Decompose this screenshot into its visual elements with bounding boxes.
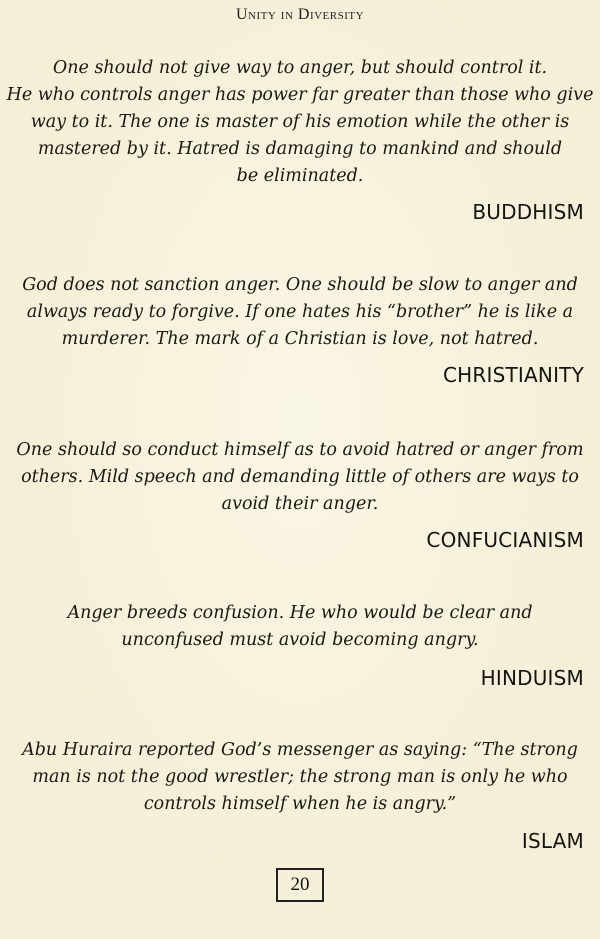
quote-line: always ready to forgive. If one hates his “brother” he is like a [26,302,574,322]
quote-line: be eliminated. [236,166,364,186]
religion-label-buddhism: BUDDHISM [472,200,584,224]
quote-line: God does not sanction anger. One should be slow to anger and [22,275,578,295]
quote-line: unconfused must avoid becoming angry. [121,630,479,650]
religion-label-confucianism: CONFUCIANISM [426,528,584,552]
religion-label-christianity: CHRISTIANITY [443,363,584,387]
quote-line: avoid their anger. [221,494,379,514]
quote-line: controls himself when he is angry.” [143,794,457,814]
page-number: 20 [276,868,324,902]
religion-label-hinduism: HINDUISM [480,666,584,690]
quote-confucianism [0,437,600,518]
quote-line: Anger breeds confusion. He who would be clear and [67,603,533,623]
quote-line: way to it. The one is master of his emotion while the other is [30,112,570,132]
quote-line: One should so conduct himself as to avoid hatred or anger from [16,440,584,460]
quote-line: others. Mild speech and demanding little of others are ways to [21,467,579,487]
quote-buddhism [0,55,600,190]
quote-line: One should not give way to anger, but should control it. [52,58,548,78]
quote-hinduism [0,600,600,654]
quote-line: Abu Huraira reported God’s messenger as saying: “The strong [22,740,578,760]
quote-islam [0,737,600,818]
quote-line: mastered by it. Hatred is damaging to mankind and should [37,139,563,159]
quote-line: man is not the good wrestler; the strong man is only he who [32,767,568,787]
quote-christianity [0,272,600,353]
quote-line: murderer. The mark of a Christian is love, not hatred. [61,329,539,349]
running-head: Unity in Diversity [235,6,365,23]
religion-label-islam: ISLAM [521,829,584,853]
quote-line: He who controls anger has power far greater than those who give [6,85,594,105]
